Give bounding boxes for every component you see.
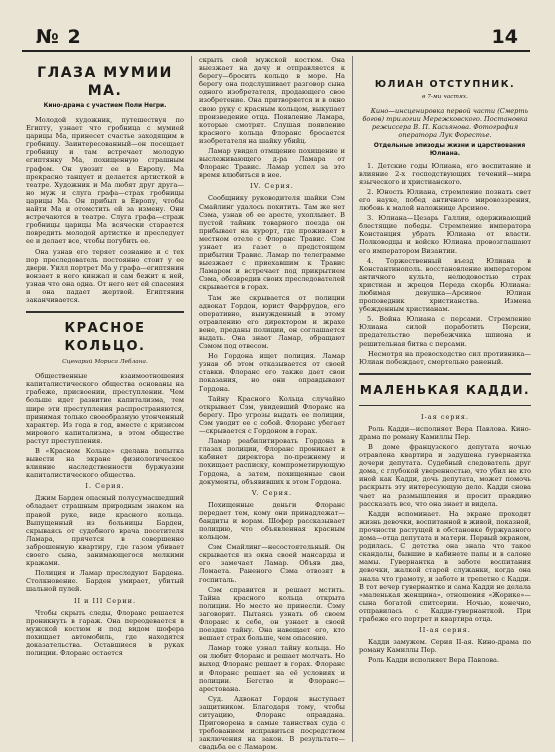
list-item: 1. Детские годы Юлиана, его воспитание и влияние 2-х господствующих течений—мира языческого и христианского. — [359, 161, 531, 186]
article-subtitle: Сценарий Мориса Леблана. — [62, 359, 148, 366]
issue-number: № 2 — [36, 26, 82, 48]
paragraph: Чтобы скрыть следы, Флоранс решается проникнуть в гараж. Она переодевается в мужской костюм и под видом шофера похищает автомобиль, где находятся доказательства. Оставшиеся в руках полиции. Флоранс остается — [26, 608, 184, 657]
paragraph: Ламар увидел отмщение похищение и выслеживающего д-ра Ламара от Флоранс Травис. Ламар успел за это время влюбиться в нее. — [199, 147, 345, 180]
page-header — [22, 26, 530, 52]
series-heading: II и III Серии. — [73, 596, 137, 605]
list-item: 3. Юлиана—Цезарь Галлии, одерживающий блестящие победы. Стремление императора Констанция убрать Юлиана от власти. Полководцы и войско Юлиана провозглашают его императором Византии. — [359, 214, 531, 255]
column-middle — [199, 56, 345, 752]
paragraph: Суд. Адвокат Гордон выступает защитником. Благодаря тому, чтобы ситуацию, Флоранс оправдана. Приговорена в самые таинствах суда с требованием исправиться посредством заключения на закон. В результате—свадьба ее с Ламаром. — [199, 694, 345, 752]
paragraph: Роль Кадди—исполняет Вера Павлова. Кино-драма по роману Камиллы Пер. — [359, 424, 531, 441]
paragraph: В доме французского депутата ночью отравлена квартира и задушена гувернантка дочери депутата. Судебный следователь друг дома, с глубокой уверенностью, что убил не кто иной как Кадди, дочь депутата, может помочь раскрыть эту интересующую дело. Кадди снова чает на размышления и просит правдиво рассказать все, что она знает и видела. — [359, 443, 531, 508]
paragraph: Кадди вспоминает. На экране проходят жизнь девочки, воспитанной в живой, показной, прочности растущей в обстановке буржуазного дома—отца депутата и матери. Первый экраном, родилась. С детства она знала что такое скандалы, бывшие в кабинете папы и в салоне мамы. Гувернантка в заботе воспитания девочки, жалкой старой служанки, когда она знала что грамоту, и заботе и трепетно с Кадди. В тот вечер гувернантке и сама Кадди не делала «маленькая женщина», отношения «Жорике»—сына богатой спитсерии. Ночью, конечно, отправилась с Кадди-гувернанткой. При грабеже его портрет и квартира отца. — [359, 509, 531, 623]
paragraph: В «Красном Кольце» сделана попытка вывести на экране физиологическое влияние наследственности буржуазии капиталистического общества. — [26, 447, 184, 480]
article-subtitle: Кино-драма с участием Поли Негри. — [43, 103, 167, 109]
list-item: 5. Война Юлиана с персами. Стремление Юлиана силой поработить Персии, предательство перебежчика шпиона и решительная битва с персами. — [359, 315, 531, 348]
paragraph: Роль Кадди исполняет Вера Павлова. — [368, 656, 500, 665]
series-heading: V. Серия. — [251, 488, 293, 497]
paragraph: Полиция и Ламар преследуют Бардена. Столкновение. Барден умирает, убитый шальной пулей. — [26, 569, 184, 594]
list-item: 2. Юность Юлиана, стремление познать свет его науке, побед античного мировоззрения, любовь к малой наложнице Арсиное. — [359, 187, 531, 213]
column-left — [26, 56, 184, 746]
series-heading: I. Серия. — [85, 482, 125, 491]
article-parts: в 7-ми частях. — [421, 94, 468, 100]
article-title-mummy: ГЛАЗА МУМИИ МА. — [37, 65, 173, 99]
episodes-heading: Отдельные эпизоды жизни и царствования Юлиана. — [373, 142, 526, 158]
divider — [26, 311, 184, 313]
paragraph: Сообщнику руководителя шайки Сэм Смайлинг удалось похитить. Там же нет Сэма, узнав об ее аресте, ухоплывет. В пустой тайник товарного поезда он прибывает на курорт, где проживает в местном отеле с Флоранс Травис. Сэм узнает из газет о предстоящем прибытии Травис. Ламар по телеграмме выезжает с приехавшим к Травис Ламаром и встречает под прикрытием Сэма, обезвредив своих преследователей скрывается в горах. — [199, 194, 345, 292]
column-rule — [352, 56, 353, 742]
paragraph: Сэм справится и решает мстить. Тайна красного кольца открыта полиции. Но место не принесли. Сэму заговорит. Пытаясь узнать об своем Флоранс к себе, он узнает в своей поездке тайну. Она навещает его, кто вешает страх больше, чем опасение. — [199, 585, 345, 643]
paragraph: Ламар тоже узнал тайну кольца. Но он любит Флоранс и решает молчать. Но выход Флоранс решает в горах. Флоранс и Флоранс решает на её условиях и полиции. Бегство и Флоранс—арестована. — [199, 644, 345, 693]
series-heading: IV. Серия. — [250, 182, 294, 191]
article-title-julian: ЮЛИАН ОТСТУПНИК. — [374, 79, 516, 90]
paragraph: Там же скрывается от полиции адвокат Гордон, юрист Фарфрудов, его оперативно, вынужденный в этому отравлению его директором и жрахе вене, преданы полиции, он соглашается выдать. Она знает Ламар, обращают Сэмом под отвесом. — [199, 293, 345, 351]
paragraph: Кадди замужем. Серия II-ая. Кино-драма по роману Камиллы Пер. — [359, 638, 531, 655]
column-right — [359, 56, 531, 746]
column-rule — [191, 56, 192, 742]
article-title-ring: КРАСНОЕ КОЛЬЦО. — [64, 321, 146, 355]
paragraph: Она узнав его теряет сознание и с тех пор преследователь постоянно стоит у ее двери. Уилл портрет Ма у графа—египтянин вонзает в него кинжал и сам бежит к ней, узнав что она одна. От него нет ей спасения и она падает жертвой. Египтянин заканчивается. — [26, 247, 184, 305]
paragraph: Сэм Смайлинг—несостоятельный. Он скрывается из окна своей мансарды и его замечает Ламар. Объяв два, Ломаета. Раненого Сэма отвозят в госпиталь. — [199, 543, 345, 584]
paragraph: Похищенные деньги Флоранс передает тем, кому они принадлежат—бандиты и ворам. Шофер рассказывает полицию, что объявленная красным кольцом. — [199, 500, 345, 542]
paragraph: Несмотря на превосходство сил противника—Юлиан побеждает, смертельно раненый. — [359, 349, 531, 366]
paragraph: Молодой художник, путешествуя по Египту, узнает что гробница с мумией царицы Ма, принесет счастье заходящим в гробницу. Заинтересованный—он посещает гробницу и там встречает молодую египтянку Ма, похищенную страшным графом. Он увозит ее в Европу. Ма прекрасно танцует и делается артисткой в театре. Художник и Ма любят друг друга—но муж и слуга графа—страх гробницы царицы Ма. Он прибыл в Европу, чтобы найти Ма и отомстить ей за измену. Они встречаются в театре. Слуга графа—страж гробницы царицы Ма всячески старается повредить молодой артистке и преследует ее и делает все, чтобы погубить ее. — [26, 116, 184, 246]
paragraph: Джим Барден опасный полусумасшедший обладает страшным природным знаком на правой руке, виде красного кольца. Выпущенный из больницы Барден, скрываясь от судебного врача посетителя Ламара, прячется в совершенно заброшенную квартиру, где газом убивает своего сына, занимающегося мелкими кражами. — [26, 494, 184, 568]
paragraph: Но Гордона ищет полиция. Ламар узнав об этом отказывается от своей ставки. Флоранс его также дает свои показания, но они оправдывают Гордона. — [199, 352, 345, 393]
series-heading: I-ая серия. — [421, 412, 469, 421]
divider — [359, 405, 531, 406]
paragraph: Тайну Красного Кольца случайно открывает Сэм, увидевший Флоранс на берегу. Про угрозы выдать ее полиции, Сэм уводит ее с собой. Флоранс убегает—скрывается с Гордоном в горах. — [199, 394, 345, 436]
article-title-kaddi: МАЛЕНЬКАЯ КАДДИ. — [359, 382, 531, 397]
paragraph: Общественные взаимоотношения капиталистического общества основаны на грабеже, присвоении, преступлении. Чем больше идет развитие капитализма, тем шире эти преступления распространяются, принимая только своеобразную утонченный характер. Из года в год, вместе с кризисом мирового капитализма, в этом обществе растут преступления. — [26, 372, 184, 445]
series-heading: II-ая серия. — [419, 626, 471, 635]
page-number: 14 — [491, 26, 518, 48]
episode-list — [359, 162, 531, 348]
credits: Кино—инсценировка первой части (Смерть богов) трилогии Мережковского. Постановка режиссера В. П. Касьянова. Фотография оператора Лук Форестье. — [362, 107, 529, 140]
divider — [359, 373, 531, 375]
paragraph: скрыть свой мужской костюм. Она выезжает на дачу и отправляется к берегу—бросить кольцо в море. На берегу она подслушивает разговор сына одного изобретателя, продающего свое изобретение. Она притворяется и в окно свою руку с красным кольцом, выкупает произведение отца. Появление Ламара, которые смотрят. Слушая появление красного кольца Флоранс бросается изобретателя на шайку убийц. — [199, 56, 345, 145]
paragraph: Ламар реабилитировать Гордона в глазах полиции, Флоранс проникает в кабинет директора по-прежнему и похищает расписку, компрометирующую Гордона, а затем, похищенные свои документы, объявивших к этом Гордона. — [199, 437, 345, 486]
list-item: 4. Торжественный въезд Юлиана в Константинополь. восстановление императором античного культа, нелюдовостью страх христиан и жрецов Переда скорбь Юлиана: любимая девушка—Арсиное Юлиан проповедник христианства. Измена убежденным христианам. — [359, 256, 531, 314]
